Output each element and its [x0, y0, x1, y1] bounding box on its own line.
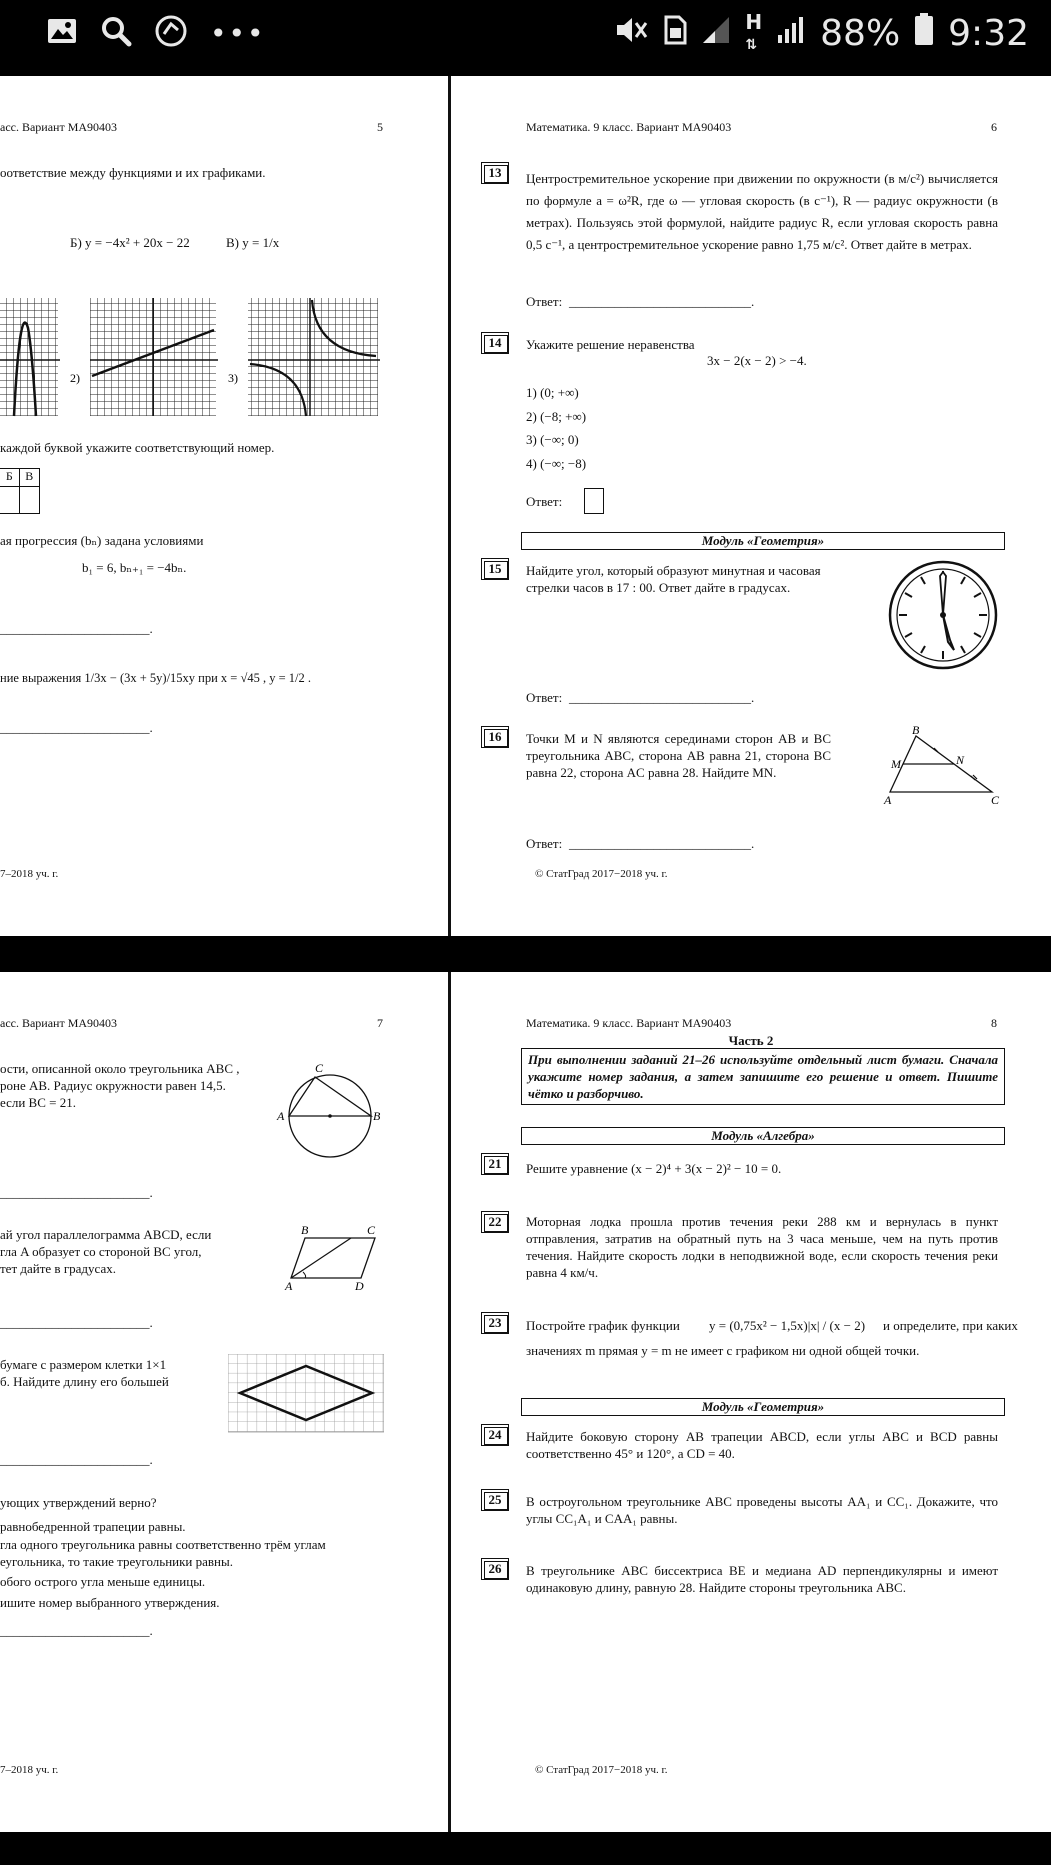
page-6 [451, 76, 1051, 936]
status-bar [0, 0, 1051, 66]
graph-2 [90, 298, 218, 416]
answer-blank[interactable]: ____________________________. [569, 836, 755, 851]
option: 2) (−8; +∞) [526, 409, 587, 424]
statement: гла одного треугольника равны соответственно трём углам [0, 1537, 326, 1552]
answer-blank[interactable]: _______________________. [0, 720, 153, 735]
task-text: ай угол параллелограмма ABCD, если [0, 1227, 212, 1242]
part-title: Часть 2 [728, 1033, 774, 1048]
label-b: B [301, 1223, 309, 1237]
answer-label: Ответ: [526, 690, 563, 705]
image-icon [46, 17, 78, 49]
task-22-text: Моторная лодка прошла против течения реки 288 км и вернулась в пункт отправления, затратив на обратный путь на 3 часа меньше, чем на путь против течения. Найдите скорость лодки в неподвижной воде, если скорость течения реки равна 4 км/ч. [526, 1214, 998, 1280]
answer-blank[interactable]: _______________________. [0, 1185, 153, 1200]
task-14-text: Укажите решение неравенства [526, 337, 695, 352]
task-text: б. Найдите длину его большей [0, 1374, 169, 1389]
task-23-formula: y = (0,75x² − 1,5x)|x| / (x − 2) [709, 1318, 866, 1333]
page-footer: © СтатГрад 2017−2018 уч. г. [535, 1764, 668, 1776]
page-number: 6 [991, 120, 997, 134]
formula: b₁ = 6, bₙ₊₁ = −4bₙ. [82, 560, 187, 575]
page-header: Математика. 9 класс. Вариант МА90403 [526, 1016, 732, 1030]
option: 3) (−∞; 0) [526, 432, 579, 447]
formula-b: Б) y = −4x² + 20x − 22 [70, 235, 190, 250]
label-a: A [884, 793, 892, 806]
task-text: роне AB. Радиус окружности равен 14,5. [0, 1078, 226, 1093]
task-number-26: 26 [481, 1558, 509, 1580]
label-a: A [277, 1109, 285, 1123]
table-header-v: В [25, 469, 34, 483]
graph-label-3: 3) [228, 371, 238, 385]
battery-icon [914, 12, 934, 55]
answer-blank[interactable]: _______________________. [0, 1623, 153, 1638]
page-footer: © СтатГрад 2017−2018 уч. г. [535, 868, 668, 880]
task-number-14: 14 [481, 332, 509, 354]
answer-blank[interactable]: _______________________. [0, 1452, 153, 1467]
answer-blank[interactable]: _______________________. [0, 621, 153, 636]
label-m: M [891, 757, 901, 771]
label-b: B [373, 1109, 381, 1123]
instruction-box: При выполнении заданий 21–26 используйте отдельный лист бумаги. Сначала укажите номер задания, а затем запишите его решение и ответ. Пишите чётко и разборчиво. [521, 1048, 1005, 1105]
parallelogram-illustration [283, 1222, 383, 1292]
task-text: ние выражения 1/3x − (3x + 5y)/15xy при x = √45 , y = 1/2 . [0, 671, 311, 685]
answer-box[interactable] [584, 488, 604, 514]
page-number: 5 [377, 120, 383, 134]
answer-blank[interactable]: _______________________. [0, 1315, 153, 1330]
task-number-25: 25 [481, 1489, 509, 1511]
task-text: ующих утверждений верно? [0, 1495, 157, 1510]
task-number-21: 21 [481, 1153, 509, 1175]
option: 1) (0; +∞) [526, 385, 579, 400]
more-icon[interactable]: ••• [210, 16, 266, 50]
page-divider [448, 76, 451, 936]
task-21-text: Решите уравнение (x − 2)⁴ + 3(x − 2)² − 10 = 0. [526, 1161, 782, 1176]
table-header-b: Б [0, 469, 20, 486]
page-header: асс. Вариант МА90403 [0, 120, 118, 134]
mute-icon [615, 13, 649, 54]
clock-illustration [888, 560, 998, 670]
statement: еугольника, то такие треугольники равны. [0, 1554, 233, 1569]
sim-icon [663, 13, 687, 54]
task-number-23: 23 [481, 1312, 509, 1334]
page-number: 7 [377, 1016, 383, 1030]
task-text: тет дайте в градусах. [0, 1261, 116, 1276]
answer-blank[interactable]: ____________________________. [569, 294, 755, 309]
graph-label-2: 2) [70, 371, 80, 385]
answer-blank[interactable]: ____________________________. [569, 690, 755, 705]
option: 4) (−∞; −8) [526, 456, 587, 471]
triangle-mn-illustration [876, 726, 1006, 806]
task-number-16: 16 [481, 726, 509, 748]
task-text: гла A образует со стороной BC угол, [0, 1244, 202, 1259]
page-header: Математика. 9 класс. Вариант МА90403 [526, 120, 732, 134]
network-h-icon: H ⇅ [745, 9, 763, 53]
clock: 9:32 [948, 12, 1029, 54]
signal-icon [701, 13, 731, 54]
label-d: D [355, 1279, 364, 1292]
task-16-text: Точки M и N являются серединами сторон AB и BC треугольника ABC, сторона AB равна 21, сторона BC равна 22, сторона AC равна 28. Найдите MN. [526, 731, 831, 780]
module-geometry-header: Модуль «Геометрия» [521, 1398, 1005, 1416]
task-15-text: Найдите угол, который образуют минутная и часовая стрелки часов в 17 : 00. Ответ дайте в градусах. [526, 563, 821, 595]
task-text: если BC = 21. [0, 1095, 76, 1110]
module-geometry-header: Модуль «Геометрия» [521, 532, 1005, 550]
search-icon [100, 15, 132, 51]
graph-1 [0, 298, 60, 416]
task-number-13: 13 [481, 162, 509, 184]
page-divider [448, 972, 451, 1832]
page-8 [451, 972, 1051, 1832]
task-text: ая прогрессия (bₙ) задана условиями [0, 533, 204, 548]
task-text: каждой буквой укажите соответствующий номер. [0, 440, 275, 455]
label-b: B [912, 726, 920, 737]
task-25-text: В остроугольном треугольнике ABC проведены высоты AA₁ и CC₁. Докажите, что углы CC₁A₁ и CAA₁ равны. [526, 1494, 998, 1526]
task-number-24: 24 [481, 1424, 509, 1446]
signal-icon-2 [776, 13, 806, 54]
answer-label: Ответ: [526, 836, 563, 851]
task-text: ишите номер выбранного утверждения. [0, 1595, 220, 1610]
task-14-formula: 3x − 2(x − 2) > −4. [707, 353, 807, 368]
statement: равнобедренной трапеции равны. [0, 1519, 186, 1534]
task-24-text: Найдите боковую сторону AB трапеции ABCD, если углы ABC и BCD равны соответственно 45° и 120°, а CD = 40. [526, 1429, 998, 1461]
page-7 [0, 972, 448, 1832]
page-footer: 7–2018 уч. г. [0, 1764, 59, 1776]
task-26-text: В треугольнике ABC биссектриса BE и медиана AD перпендикулярны и имеют одинаковую длину, равную 28. Найдите стороны треугольника ABC. [526, 1563, 998, 1595]
task-13-text: Центростремительное ускорение при движении по окружности (в м/с²) вычисляется по формуле a = ω²R, где ω — угловая скорость (в с⁻¹), R — радиус окружности (в метрах). Пользуясь этой формулой, найдите радиус R, если угловая скорость равна 0,5 с⁻¹, а центростремительное ускорение равно 1,75 м/с². Ответ дайте в метрах. [526, 171, 998, 252]
label-c: C [315, 1061, 324, 1075]
function-graphs [0, 290, 390, 422]
page-5 [0, 76, 448, 936]
sync-icon [154, 14, 188, 52]
task-23-text-a: Постройте график функции [526, 1318, 680, 1333]
task-text: бумаге с размером клетки 1×1 [0, 1357, 167, 1372]
label-a: A [285, 1279, 293, 1292]
label-c: C [991, 793, 1000, 806]
page-number: 8 [991, 1016, 997, 1030]
graph-3 [248, 298, 380, 416]
task-text: ости, описанной около треугольника ABC , [0, 1061, 240, 1076]
battery-percent: 88% [820, 12, 901, 54]
label-n: N [956, 753, 965, 767]
page-footer: 7–2018 уч. г. [0, 868, 59, 880]
task-number-22: 22 [481, 1211, 509, 1233]
page-header: асс. Вариант МА90403 [0, 1016, 118, 1030]
statement: обого острого угла меньше единицы. [0, 1574, 206, 1589]
task-number-15: 15 [481, 558, 509, 580]
task-23-text-b: и определите, при каких [883, 1318, 1018, 1333]
answer-label: Ответ: [526, 294, 563, 309]
circle-triangle-illustration [275, 1060, 385, 1160]
task-text: оответствие между функциями и их графиками. [0, 165, 266, 180]
rhombus-grid-illustration [228, 1354, 384, 1434]
label-c: C [367, 1223, 376, 1237]
answer-label: Ответ: [526, 494, 563, 509]
answer-table [0, 468, 40, 514]
task-23-text-c: значениях m прямая y = m не имеет с графиком ни одной общей точки. [526, 1343, 920, 1358]
module-algebra-header: Модуль «Алгебра» [521, 1127, 1005, 1145]
formula-v: В) y = 1/x [226, 235, 280, 250]
